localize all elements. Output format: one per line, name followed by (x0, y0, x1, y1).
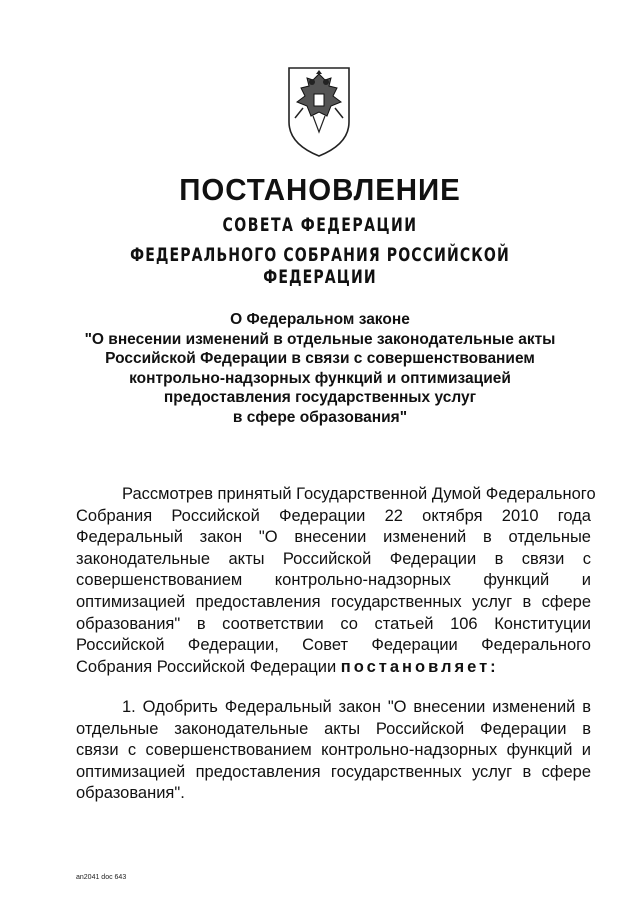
issuer-line-1: СОВЕТА ФЕДЕРАЦИИ (222, 214, 418, 236)
paragraph-line: Собрания Российской Федерации 22 октября 2010 года (76, 506, 591, 525)
paragraph-line: образования". (76, 784, 185, 803)
paragraph-line: совершенствованием контрольно-надзорных функций и (76, 571, 591, 590)
subject-line: О Федеральном законе (230, 311, 410, 328)
paragraph-line: отдельные законодательные акты Российской Федерации в (76, 719, 591, 738)
preamble-paragraph (76, 484, 596, 678)
resolution-item-1 (76, 697, 591, 805)
subject-line: контрольно-надзорных функций и оптимизацией (129, 369, 511, 387)
paragraph-line: образования" в соответствии со статьей 106 Конституции (76, 614, 591, 633)
coat-of-arms-icon (283, 60, 355, 160)
paragraph-line: Российской Федерации, Совет Федерации Федерального (76, 636, 591, 655)
paragraph-line: оптимизацией предоставления государственных услуг в сфере (76, 592, 591, 611)
paragraph-line: 1. Одобрить Федеральный закон "О внесении изменений в (122, 698, 591, 716)
paragraph-line: оптимизацией предоставления государственных услуг в сфере (76, 762, 591, 781)
document-subject (60, 310, 580, 428)
subject-line: предоставления государственных услуг (163, 389, 477, 407)
subject-line: в сфере образования" (232, 408, 408, 426)
paragraph-final-line (76, 657, 591, 679)
paragraph-line: законодательные акты Российской Федерации в связи с (76, 549, 591, 568)
subject-line: "О внесении изменений в отдельные законодательные акты (84, 330, 556, 348)
paragraph-line: Рассмотрев принятый Государственной Думой Федерального (122, 485, 596, 503)
resolution-keyword: постановляет: (340, 657, 499, 676)
subject-line: Российской Федерации в связи с совершенствованием (105, 350, 535, 368)
document-title: ПОСТАНОВЛЕНИЕ (179, 172, 461, 207)
document-code: an2041 doc 643 (76, 874, 127, 881)
paragraph-line: связи с совершенствованием контрольно-надзорных функций и (76, 741, 591, 760)
paragraph-line: Собрания Российской Федерации (76, 657, 337, 676)
issuer-line-2: ФЕДЕРАЛЬНОГО СОБРАНИЯ РОССИЙСКОЙ ФЕДЕРАЦИИ (130, 244, 510, 288)
paragraph-line: Федеральный закон "О внесении изменений в отдельные (76, 528, 591, 547)
